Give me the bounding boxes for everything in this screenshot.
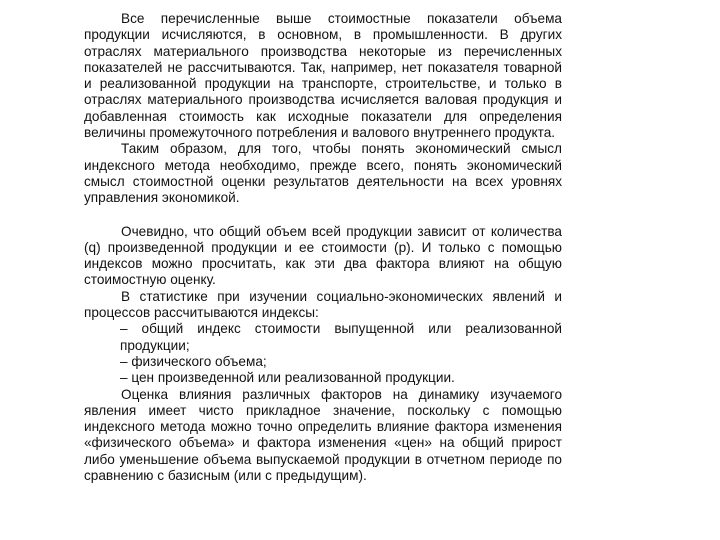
paragraph-factor-assessment: Оценка влияния различных факторов на динамику изучаемого явления имеет чисто прикладное значение, поскольку с помощью индексного метода можно точно определить влияние фактора изменения «физического объема» и фактора изменения «цен» на общий прирост либо уменьшение объема выпускаемой продукции в отчетном периоде по сравнению с базисным (или с предыдущим). [84,386,562,484]
paragraph-economic-meaning: Таким образом, для того, чтобы понять экономический смысл индексного метода необходимо, прежде всего, понять экономический смысл стоимостной оценки результатов деятельности на всех уровнях управления экономикой. [84,141,562,206]
paragraph-total-volume: Очевидно, что общий объем всей продукции зависит от количества (q) произведенной продукции и ее стоимости (р). И только с помощью индексов можно просчитать, как эти два фактора влияют на общую стоимостную оценку. [84,223,562,288]
document-page [84,11,562,484]
list-item-cost-index: – общий индекс стоимости выпущенной или реализованной продукции; [120,321,562,353]
list-item-physical-volume: – физического объема; [120,353,267,369]
list-item-price-index: – цен произведенной или реализованной продукции. [120,370,455,386]
paragraph-indices-intro: В статистике при изучении социально-экономических явлений и процессов рассчитываются индексы: [84,288,562,321]
paragraph-cost-indicators: Все перечисленные выше стоимостные показатели объема продукции исчисляются, в основном, в промышленности. В других отраслях материального производства некоторые из перечисленных показателей не рассчитываются. Так, например, нет показателя товарной и реализованной продукции на транспорте, строительстве, и только в отраслях материального производства исчисляется валовая продукция и добавленная стоимость как исходные показатели для определения величины промежуточного потребления и валового внутреннего продукта. [84,11,562,141]
